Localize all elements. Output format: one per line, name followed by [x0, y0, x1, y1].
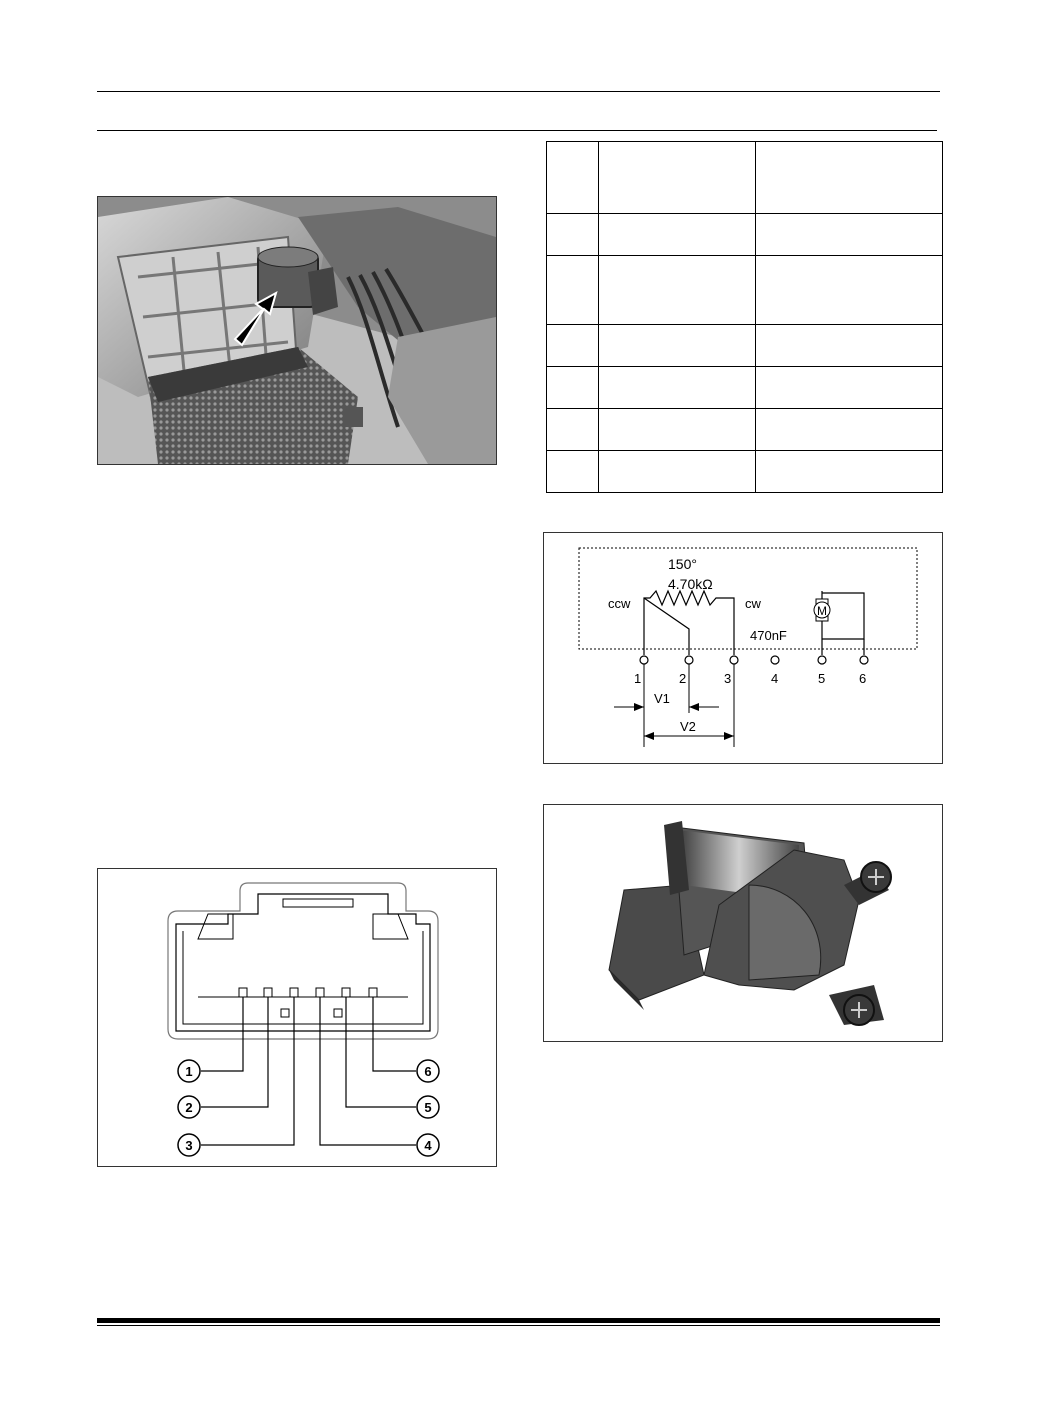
table-row — [547, 325, 943, 367]
pin-cell — [547, 256, 599, 325]
value-cell — [756, 367, 943, 409]
description-cell — [598, 367, 756, 409]
table-row — [547, 409, 943, 451]
actuator-illustration — [544, 805, 942, 1041]
leader-pin-6 — [373, 997, 416, 1071]
terminal-3 — [730, 656, 738, 664]
cavity-3 — [290, 988, 298, 997]
schematic-diagram — [544, 533, 942, 763]
pin-number-3: 3 — [185, 1138, 193, 1153]
description-cell — [598, 325, 756, 367]
description-cell — [598, 214, 756, 256]
value-cell — [756, 256, 943, 325]
value-cell — [756, 409, 943, 451]
pin-cell — [547, 214, 599, 256]
actuator-schematic-figure — [543, 532, 943, 764]
terminal-5 — [818, 656, 826, 664]
terminal-label-4: 4 — [771, 671, 779, 686]
description-cell — [598, 451, 756, 493]
pin-number-2: 2 — [185, 1100, 193, 1115]
motor-symbol-label: M — [817, 604, 827, 618]
pin-cell — [547, 325, 599, 367]
pin-number-6: 6 — [424, 1064, 432, 1079]
wiper-line — [644, 598, 689, 655]
table-row — [547, 451, 943, 493]
cavity-2 — [264, 988, 272, 997]
v2-label: V2 — [680, 719, 696, 734]
leader-pin-2 — [201, 997, 268, 1107]
header-rule-top — [97, 91, 940, 92]
terminal-label-2: 2 — [679, 671, 687, 686]
header-rule-bottom — [97, 130, 937, 131]
capacitor-label: 470nF — [750, 628, 787, 643]
terminal-label-5: 5 — [818, 671, 826, 686]
pin-description-table — [546, 141, 943, 493]
description-cell — [598, 256, 756, 325]
table-row — [547, 367, 943, 409]
leader-pin-5 — [346, 997, 416, 1107]
cw-label: cw — [745, 596, 761, 611]
table-row — [547, 142, 943, 214]
connector-outline — [168, 883, 438, 1039]
terminal-label-3: 3 — [724, 671, 732, 686]
pin-number-5: 5 — [424, 1100, 432, 1115]
terminal-6 — [860, 656, 868, 664]
description-cell — [598, 409, 756, 451]
pin-cell — [547, 142, 599, 214]
footer-rule-thin — [97, 1325, 940, 1326]
actuator-location-figure — [97, 196, 497, 465]
description-cell — [598, 142, 756, 214]
resistance-label: 4.70kΩ — [668, 576, 713, 592]
pin-number-4: 4 — [424, 1138, 432, 1153]
angle-label: 150° — [668, 556, 697, 572]
value-cell — [756, 325, 943, 367]
value-cell — [756, 214, 943, 256]
leader-pin-1 — [201, 997, 243, 1071]
value-cell — [756, 451, 943, 493]
connector-pinout-figure — [97, 868, 497, 1167]
cavity-5 — [342, 988, 350, 997]
terminal-1 — [640, 656, 648, 664]
ccw-label: ccw — [608, 596, 631, 611]
terminal-label-6: 6 — [859, 671, 867, 686]
terminal-4 — [771, 656, 779, 664]
v1-label: V1 — [654, 691, 670, 706]
hvac-assembly-illustration — [98, 197, 496, 464]
pin-number-1: 1 — [185, 1064, 193, 1079]
table-row — [547, 256, 943, 325]
table-row — [547, 214, 943, 256]
terminal-2 — [685, 656, 693, 664]
terminal-label-1: 1 — [634, 671, 642, 686]
pin-cell — [547, 367, 599, 409]
pin-cell — [547, 409, 599, 451]
cavity-1 — [239, 988, 247, 997]
connector-diagram — [98, 869, 496, 1166]
cavity-6 — [369, 988, 377, 997]
footer-rule-thick — [97, 1318, 940, 1323]
pin-cell — [547, 451, 599, 493]
connector-housing — [176, 894, 430, 1031]
value-cell — [756, 142, 943, 214]
cavity-4 — [316, 988, 324, 997]
actuator-unit-figure — [543, 804, 943, 1042]
